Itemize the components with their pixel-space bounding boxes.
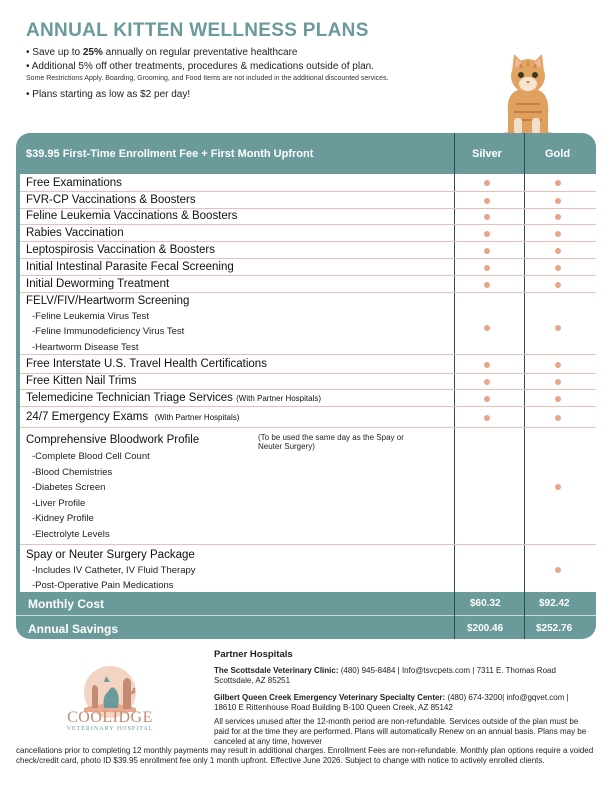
table-row: Rabies Vaccination bbox=[20, 224, 596, 241]
column-divider bbox=[524, 592, 525, 639]
gold-included-dot bbox=[555, 180, 561, 186]
monthly-cost-label: Monthly Cost bbox=[28, 597, 104, 611]
disclaimer-part1: All services unused after the 12-month period are non-refundable. Services outside of the plan must be paid for at the time they are performed. Plans will automatically Renew on an annual basis. Plans may be canceled at any time, however bbox=[214, 717, 587, 746]
monthly-cost-gold: $92.42 bbox=[539, 598, 570, 609]
silver-column-header: Silver bbox=[472, 148, 502, 160]
monthly-cost-silver: $60.32 bbox=[470, 598, 501, 609]
gold-included-dot bbox=[555, 198, 561, 204]
gold-included-dot bbox=[555, 325, 561, 331]
gold-column-header: Gold bbox=[545, 148, 571, 160]
table-row: Free Examinations bbox=[20, 174, 596, 191]
table-row: Spay or Neuter Surgery Package -Includes IV Catheter, IV Fluid Therapy -Post-Operative Pain Medications bbox=[20, 544, 596, 592]
silver-included-dot bbox=[484, 325, 490, 331]
bullet-savings: • Save up to 25% annually on regular preventative healthcare bbox=[26, 47, 298, 58]
silver-included-dot bbox=[484, 180, 490, 186]
silver-included-dot bbox=[484, 282, 490, 288]
annual-savings-row bbox=[16, 617, 596, 641]
gold-included-dot bbox=[555, 484, 561, 490]
partner-hospitals bbox=[214, 650, 584, 720]
table-row: 24/7 Emergency Exams (With Partner Hospitals) bbox=[20, 406, 596, 427]
gold-included-dot bbox=[555, 265, 561, 271]
table-row: FELV/FIV/Heartworm Screening -Feline Leukemia Virus Test -Feline Immunodeficiency Virus Test -Heartworm Disease Test bbox=[20, 292, 596, 354]
silver-included-dot bbox=[484, 379, 490, 385]
annual-savings-silver: $200.46 bbox=[467, 623, 504, 634]
benefit-bullets bbox=[26, 47, 446, 103]
kitten-image bbox=[494, 54, 560, 140]
logo-subtitle: VETERINARY HOSPITAL bbox=[66, 726, 154, 732]
gold-included-dot bbox=[555, 362, 561, 368]
column-divider bbox=[454, 133, 455, 175]
silver-included-dot bbox=[484, 362, 490, 368]
table-row: Feline Leukemia Vaccinations & Boosters bbox=[20, 208, 596, 224]
silver-included-dot bbox=[484, 265, 490, 271]
bullet-price: • Plans starting as low as $2 per day! bbox=[26, 89, 191, 100]
gold-included-dot bbox=[555, 415, 561, 421]
partners-heading: Partner Hospitals bbox=[214, 649, 293, 660]
monthly-cost-row bbox=[16, 592, 596, 616]
services-table bbox=[20, 174, 596, 592]
table-row: Leptospirosis Vaccination & Boosters bbox=[20, 241, 596, 258]
restrictions-note: Some Restrictions Apply. Boarding, Grooming, and Food Items are not included in the additional discounted services. bbox=[26, 75, 389, 82]
page-title: ANNUAL KITTEN WELLNESS PLANS bbox=[26, 20, 369, 41]
gold-included-dot bbox=[555, 396, 561, 402]
partner-scottsdale: The Scottsdale Veterinary Clinic: (480) 945-8484 | Info@tsvcpets.com | 7311 E. Thomas Road Scottsdale, AZ 85251 bbox=[214, 666, 556, 685]
silver-included-dot bbox=[484, 396, 490, 402]
table-header bbox=[16, 133, 596, 175]
table-row: Initial Deworming Treatment bbox=[20, 275, 596, 292]
silver-included-dot bbox=[484, 214, 490, 220]
gold-included-dot bbox=[555, 248, 561, 254]
logo-name: COOLIDGE bbox=[67, 709, 153, 726]
gold-included-dot bbox=[555, 214, 561, 220]
table-row: Free Kitten Nail Trims bbox=[20, 373, 596, 389]
gold-included-dot bbox=[555, 231, 561, 237]
table-row: Free Interstate U.S. Travel Health Certifications bbox=[20, 354, 596, 373]
silver-included-dot bbox=[484, 198, 490, 204]
bullet-discount: • Additional 5% off other treatments, procedures & medications outside of plan. bbox=[26, 61, 374, 72]
annual-savings-label: Annual Savings bbox=[28, 622, 119, 636]
gold-included-dot bbox=[555, 282, 561, 288]
disclaimer-part2: cancellations prior to completing 12 monthly payments may result in additional charges. Enrollment Fees are non-refundable. Monthly plan options require a voided check/credit card, photo ID $39.95 enrollment fee only 1 month upfront. Effective June 2026. Subject to change with notice to actively enrolled clients. bbox=[16, 746, 594, 765]
enrollment-fee-header: $39.95 First-Time Enrollment Fee + First Month Upfront bbox=[26, 148, 314, 160]
silver-included-dot bbox=[484, 415, 490, 421]
row-divider bbox=[16, 615, 596, 616]
table-row: Initial Intestinal Parasite Fecal Screening bbox=[20, 258, 596, 275]
table-row: Telemedicine Technician Triage Services (With Partner Hospitals) bbox=[20, 389, 596, 406]
partner-gilbert: Gilbert Queen Creek Emergency Veterinary Specialty Center: (480) 674-3200| info@gqvet.com | 18610 E Rittenhouse Road Building B-100 Queen Creek, AZ 85142 bbox=[214, 693, 569, 712]
table-row: Comprehensive Bloodwork Profile (To be used the same day as the Spay or Neuter Surgery) -Complete Blood Cell Count -Blood Chemistries -Diabetes Screen -Liver Profile -Kidney Profile -Electrolyte Levels bbox=[20, 427, 596, 544]
annual-savings-gold: $252.76 bbox=[536, 623, 573, 634]
gold-included-dot bbox=[555, 379, 561, 385]
table-row: FVR-CP Vaccinations & Boosters bbox=[20, 191, 596, 208]
column-divider bbox=[454, 592, 455, 639]
gold-included-dot bbox=[555, 567, 561, 573]
silver-included-dot bbox=[484, 231, 490, 237]
silver-included-dot bbox=[484, 248, 490, 254]
column-divider bbox=[524, 133, 525, 175]
